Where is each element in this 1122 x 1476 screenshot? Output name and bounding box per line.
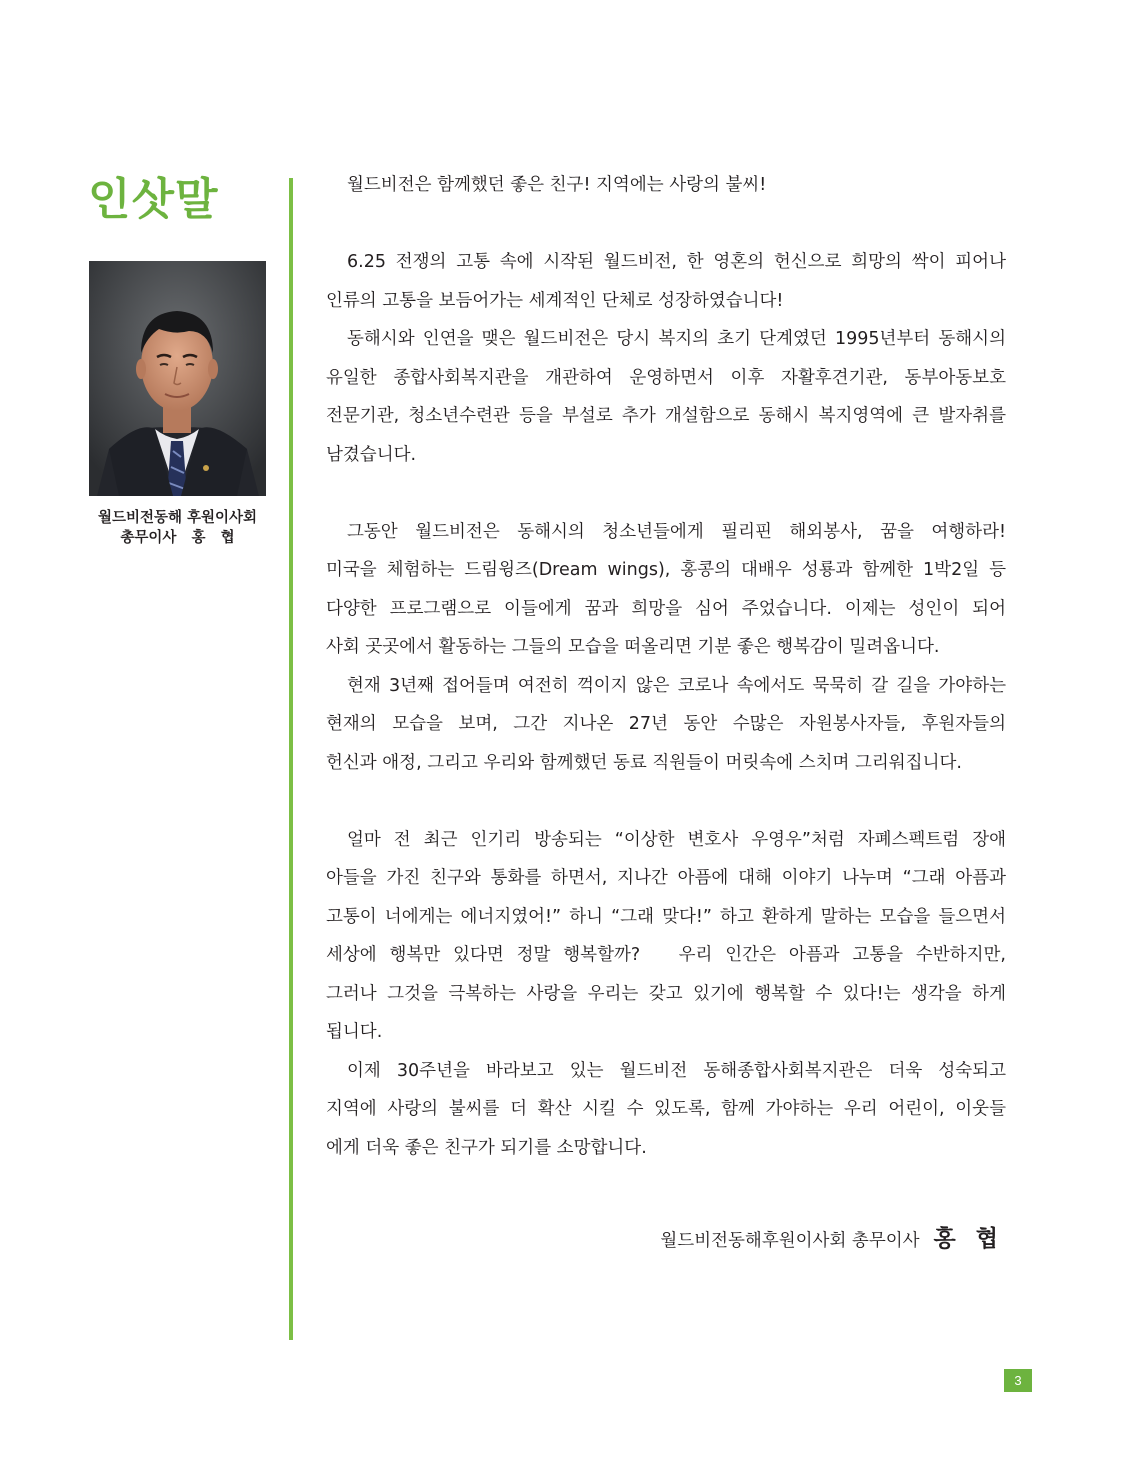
blank-line — [326, 205, 1006, 244]
signature-name: 홍 협 — [933, 1226, 1004, 1252]
body-line: 사회 곳곳에서 활동하는 그들의 모습을 떠올리면 기분 좋은 행복감이 밀려옵니다. — [326, 637, 940, 657]
body-line: 세상에 행복만 있다면 정말 행복할까? 우리 인간은 아픔과 고통을 수반하지만, — [326, 945, 1006, 965]
body-line: 그러나 그것을 극복하는 사랑을 우리는 갖고 있기에 행복할 수 있다!는 생각을 하게 — [326, 983, 1006, 1004]
blank-line — [326, 782, 1006, 821]
body-line: 현재의 모습을 보며, 그간 지나온 27년 동안 수많은 자원봉사자들, 후원자들의 — [326, 714, 1006, 734]
body-line: 월드비전은 함께했던 좋은 친구! 지역에는 사랑의 불씨! — [347, 175, 767, 195]
body-line: 지역에 사랑의 불씨를 더 확산 시킬 수 있도록, 함께 가야하는 우리 어린이, 이웃들 — [326, 1099, 1006, 1119]
portrait-photo — [89, 261, 266, 496]
body-line: 동해시와 인연을 맺은 월드비전은 당시 복지의 초기 단계였던 1995년부터 동해시의 — [347, 329, 1006, 349]
blank-line — [326, 474, 1006, 513]
body-line: 전문기관, 청소년수련관 등을 부설로 추가 개설함으로 동해시 복지영역에 큰 발자취를 — [326, 406, 1006, 426]
page-number: 3 — [1004, 1369, 1032, 1392]
body-line: 고통이 너에게는 에너지였어!” 하니 “그래 맞다!” 하고 환하게 말하는 모습을 들으면서 — [326, 906, 1006, 927]
body-line: 그동안 월드비전은 동해시의 청소년들에게 필리핀 해외봉사, 꿈을 여행하라! — [347, 521, 1006, 542]
body-line: 남겼습니다. — [326, 444, 417, 465]
body-line: 다양한 프로그램으로 이들에게 꿈과 희망을 심어 주었습니다. 이제는 성인이 되어 — [326, 598, 1006, 619]
greeting-body — [326, 166, 1006, 1167]
signature — [660, 1222, 1004, 1258]
body-line: 인류의 고통을 보듬어가는 세계적인 단체로 성장하였습니다! — [326, 290, 784, 311]
body-line: 유일한 종합사회복지관을 개관하여 운영하면서 이후 자활후견기관, 동부아동보호 — [326, 367, 1006, 388]
body-line: 이제 30주년을 바라보고 있는 월드비전 동해종합사회복지관은 더욱 성숙되고 — [347, 1060, 1006, 1081]
body-line: 현재 3년째 접어들며 여전히 꺽이지 않은 코로나 속에서도 묵묵히 갈 길을 가야하는 — [347, 675, 1006, 696]
body-line: 6.25 전쟁의 고통 속에 시작된 월드비전, 한 영혼의 헌신으로 희망의 싹이 피어나 — [347, 252, 1006, 272]
signature-title: 월드비전동해후원이사회 총무이사 — [660, 1231, 920, 1251]
page-heading: 인삿말 — [88, 174, 219, 225]
body-line: 에게 더욱 좋은 친구가 되기를 소망합니다. — [326, 1137, 647, 1158]
body-line: 아들을 가진 친구와 통화를 하면서, 지나간 아픔에 대해 이야기 나누며 “그래 아픔과 — [326, 868, 1006, 888]
body-line: 헌신과 애정, 그리고 우리와 함께했던 동료 직원들이 머릿속에 스치며 그리워집니다. — [326, 752, 962, 773]
vertical-divider — [289, 178, 293, 1340]
caption-name: 총무이사 홍 협 — [120, 530, 235, 546]
caption-organization: 월드비전동해 후원이사회 — [97, 510, 258, 526]
portrait-caption — [70, 508, 285, 548]
body-line: 미국을 체험하는 드림윙즈(Dream wings), 홍콩의 대배우 성룡과 함께한 1박2일 등 — [326, 560, 1006, 580]
body-line: 됩니다. — [326, 1022, 383, 1042]
body-line: 얼마 전 최근 인기리 방송되는 “이상한 변호사 우영우”처럼 자폐스펙트럼 장애 — [347, 829, 1006, 850]
